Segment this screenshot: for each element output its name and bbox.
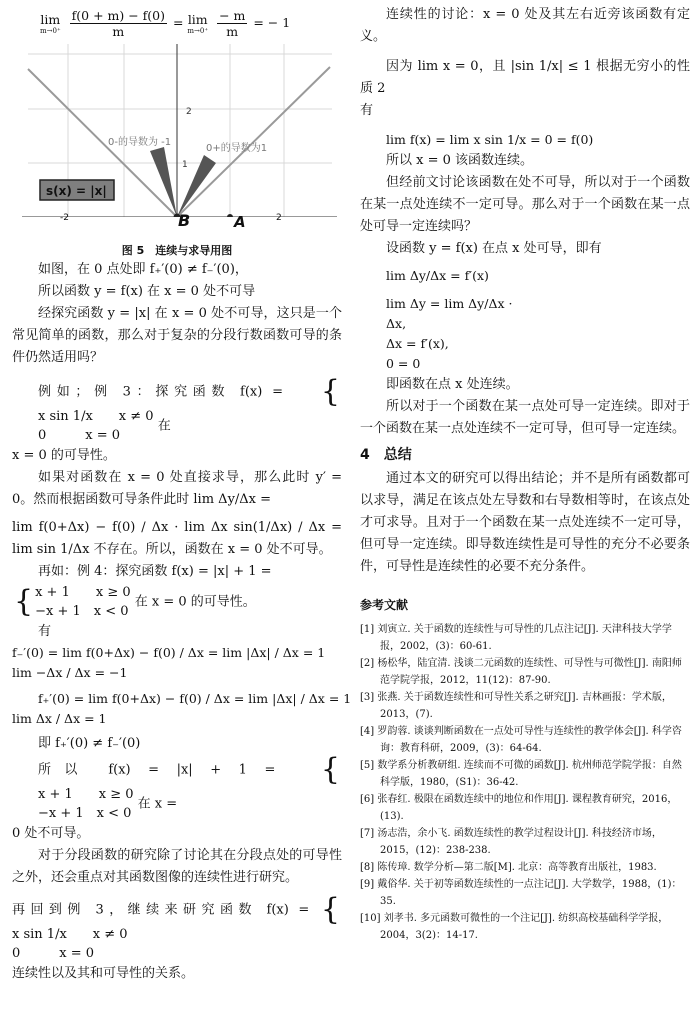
figure-5 [12,39,342,217]
para-7: 再回到例 3，继续来研究函数 f(x) = { x sin 1/x x ≠ 0 0 x = 0 [12,892,340,961]
para-4: 如果对函数在 x = 0 处直接求导，那么此时 y′ = 0。然而根据函数可导条件此时 lim Δy/Δx = [12,470,342,507]
r-derivative-def: lim Δy/Δx = f′(x) [386,268,489,283]
references-heading: 参考文献 [360,598,409,612]
ji-line: 即 f₊′(0) ≠ f₋′(0) [38,736,141,751]
r-delta-y: lim Δy = lim Δy/Δx · [386,296,513,311]
label-neg-derivative: 0-的导数为 -1 [108,137,172,148]
para-3: 经探究函数 y = |x| 在 x = 0 处不可导，这只是一个常见简单的函数，那么对于复杂的分段行数函数可导的条件仍然适用吗？ [12,306,342,365]
r-para-6: 但经前文讨论该函数在处不可导，所以对于一个函数在某一点处连续不一定可导。那么对于一个函数在某一点处可导一定连续吗？ [360,175,690,234]
label-pos-derivative: 0+的导数为1 [206,143,268,154]
example-4-cases: { x + 1 x ≥ 0 −x + 1 x < 0 在 x = 0 的可导性。 [14,584,256,619]
r-para-1: 连续性的讨论：x = 0 处及其左右近旁该函数有定义。 [360,7,690,44]
reference-item: [1] 刘寅立. 关于函数的连续性与可导性的几点注记[J]. 天津科技大学学报，2002，(3)：60-61. [360,624,672,652]
example-3-end: x = 0 的可导性。 [12,448,116,463]
example-3: 例如；例 3：探究函数 f(x) = { x sin 1/x x ≠ 0 0 x = 0 在 [38,374,340,443]
reference-item: [6] 张春红. 极限在函数连续中的地位和作用[J]. 课程教育研究，2016，(13). [360,794,678,822]
abs-graph [12,39,342,217]
point-a-label: A [234,213,246,231]
section-4-heading: 4 总结 [360,447,412,463]
reference-item: [2] 杨松华，陆宜清. 浅谈二元函数的连续性、可导性与可微性[J]. 南阳师范学院学报，2012，11(12)：87-90. [360,658,682,686]
sx-label: s(x) = |x| [46,184,107,198]
neg-derivative-arrow [150,147,177,217]
reference-item: [7] 汤志浩，余小飞. 函数连续性的教学过程设计[J]. 科技经济市场，2015，(12)：238-238. [360,828,662,856]
left-derivative-line2: lim −Δx / Δx = −1 [12,665,128,680]
para-1: 如图，在 0 点处即 f₊′(0) ≠ f₋′(0)， [38,262,248,277]
r-para-3: 有 [360,103,374,118]
r-para-7: 设函数 y = f(x) 在点 x 处可导，即有 [386,241,602,256]
r-para-2: 因为 lim x = 0，且 |sin 1/x| ≤ 1 根据无穷小的性质 2 [360,59,690,96]
para-5: lim f(0+Δx) − f(0) / Δx · lim Δx sin(1/Δx) / Δx = lim sin 1/Δx 不存在。所以，函数在 x = 0 处不可导。 [12,520,342,557]
reference-item: [10] 刘孝书. 多元函数可微性的一个注记[J]. 纺织高校基础科学学报，2004，3(2)：14-17. [360,913,669,941]
tick-neg2: -2 [60,213,69,223]
example-4: 再如：例 4：探究函数 f(x) = |x| + 1 = [38,564,272,579]
para-6: 对于分段函数的研究除了讨论其在分段点处的可导性之外，还会重点对其函数图像的连续性进行研究。 [12,848,342,885]
suoyi-line: 所以 f(x) = |x| + 1 = { x + 1 x ≥ 0 −x + 1 x < 0 在 x = [38,752,340,821]
right-derivative-line2: lim Δx / Δx = 1 [12,711,107,726]
tick-y2: 2 [186,107,192,117]
reference-item: [4] 罗韵蓉. 谈谈判断函数在一点处可导性与连续性的教学体会[J]. 科学咨询：教育科研，2009，(3)：64-64. [360,726,682,754]
reference-item: [5] 数学系分析教研组. 连续而不可微的函数[J]. 杭州师范学院学报：自然科学版，1980，(S1)：36-42. [360,760,682,788]
right-derivative-line1: f₊′(0) = lim f(0+Δx) − f(0) / Δx = lim |Δx| / Δx = 1 [38,691,352,706]
figure-caption: 图 5 连续与求导用图 [121,244,233,257]
r-zero: 0 = 0 [386,356,421,371]
figure-axis-labels [12,211,342,243]
formula-top: lim m→0⁺ $\frac{f(0 + m) - f(0)}{m}$ = lim m→0⁺ $\frac{- m}{m}$ = − 1 [40,8,291,39]
r-limit-line: lim f(x) = lim x sin 1/x = 0 = f(0) [386,132,594,147]
r-para-13: 所以对于一个函数在某一点处可导一定连续。即对于一个函数在某一点处连续不一定可导，但可导一定连续。 [360,399,690,436]
r-delta-x-cont: Δx, [386,316,407,331]
para-8: 连续性以及其和可导性的关系。 [12,966,195,981]
point-b-label: B [178,211,191,230]
reference-item: [8] 陈传璋. 数学分析—第二版[M]. 北京：高等教育出版社，1983. [360,862,657,873]
tick-pos2: 2 [276,213,282,223]
suoyi-end: 0 处不可导。 [12,826,90,841]
para-2: 所以函数 y = f(x) 在 x = 0 处不可导 [38,284,256,299]
left-column [12,0,352,985]
you-label: 有 [38,624,52,639]
r-para-5: 所以 x = 0 该函数连续。 [386,153,534,168]
tick-y1: 1 [182,160,188,170]
r-para-12: 即函数在点 x 处连续。 [386,377,519,392]
left-derivative-line1: f₋′(0) = lim f(0+Δx) − f(0) / Δx = lim |Δx| / Δx = 1 [12,645,326,660]
reference-item: [9] 戴俗华. 关于初等函数连续性的一点注记[J]. 大学数学，1988，(1)：35. [360,879,682,907]
summary-para: 通过本文的研究可以得出结论；并不是所有函数都可以求导，满足在该点处左导数和右导数相等时，在该点处才可求导。且对于一个函数在某一点处连续不一定可导，但可导一定连续。即导数连续性是可导性的充分不必要条件，可导性是连续性的必要不充分条件。 [360,471,690,574]
right-column [360,0,690,944]
references-list [360,621,690,944]
reference-item: [3] 张燕. 关于函数连续性和可导性关系之研究[J]. 吉林画报：学术版，2013，(7). [360,692,672,720]
r-delta-x: Δx = f′(x), [386,336,449,351]
